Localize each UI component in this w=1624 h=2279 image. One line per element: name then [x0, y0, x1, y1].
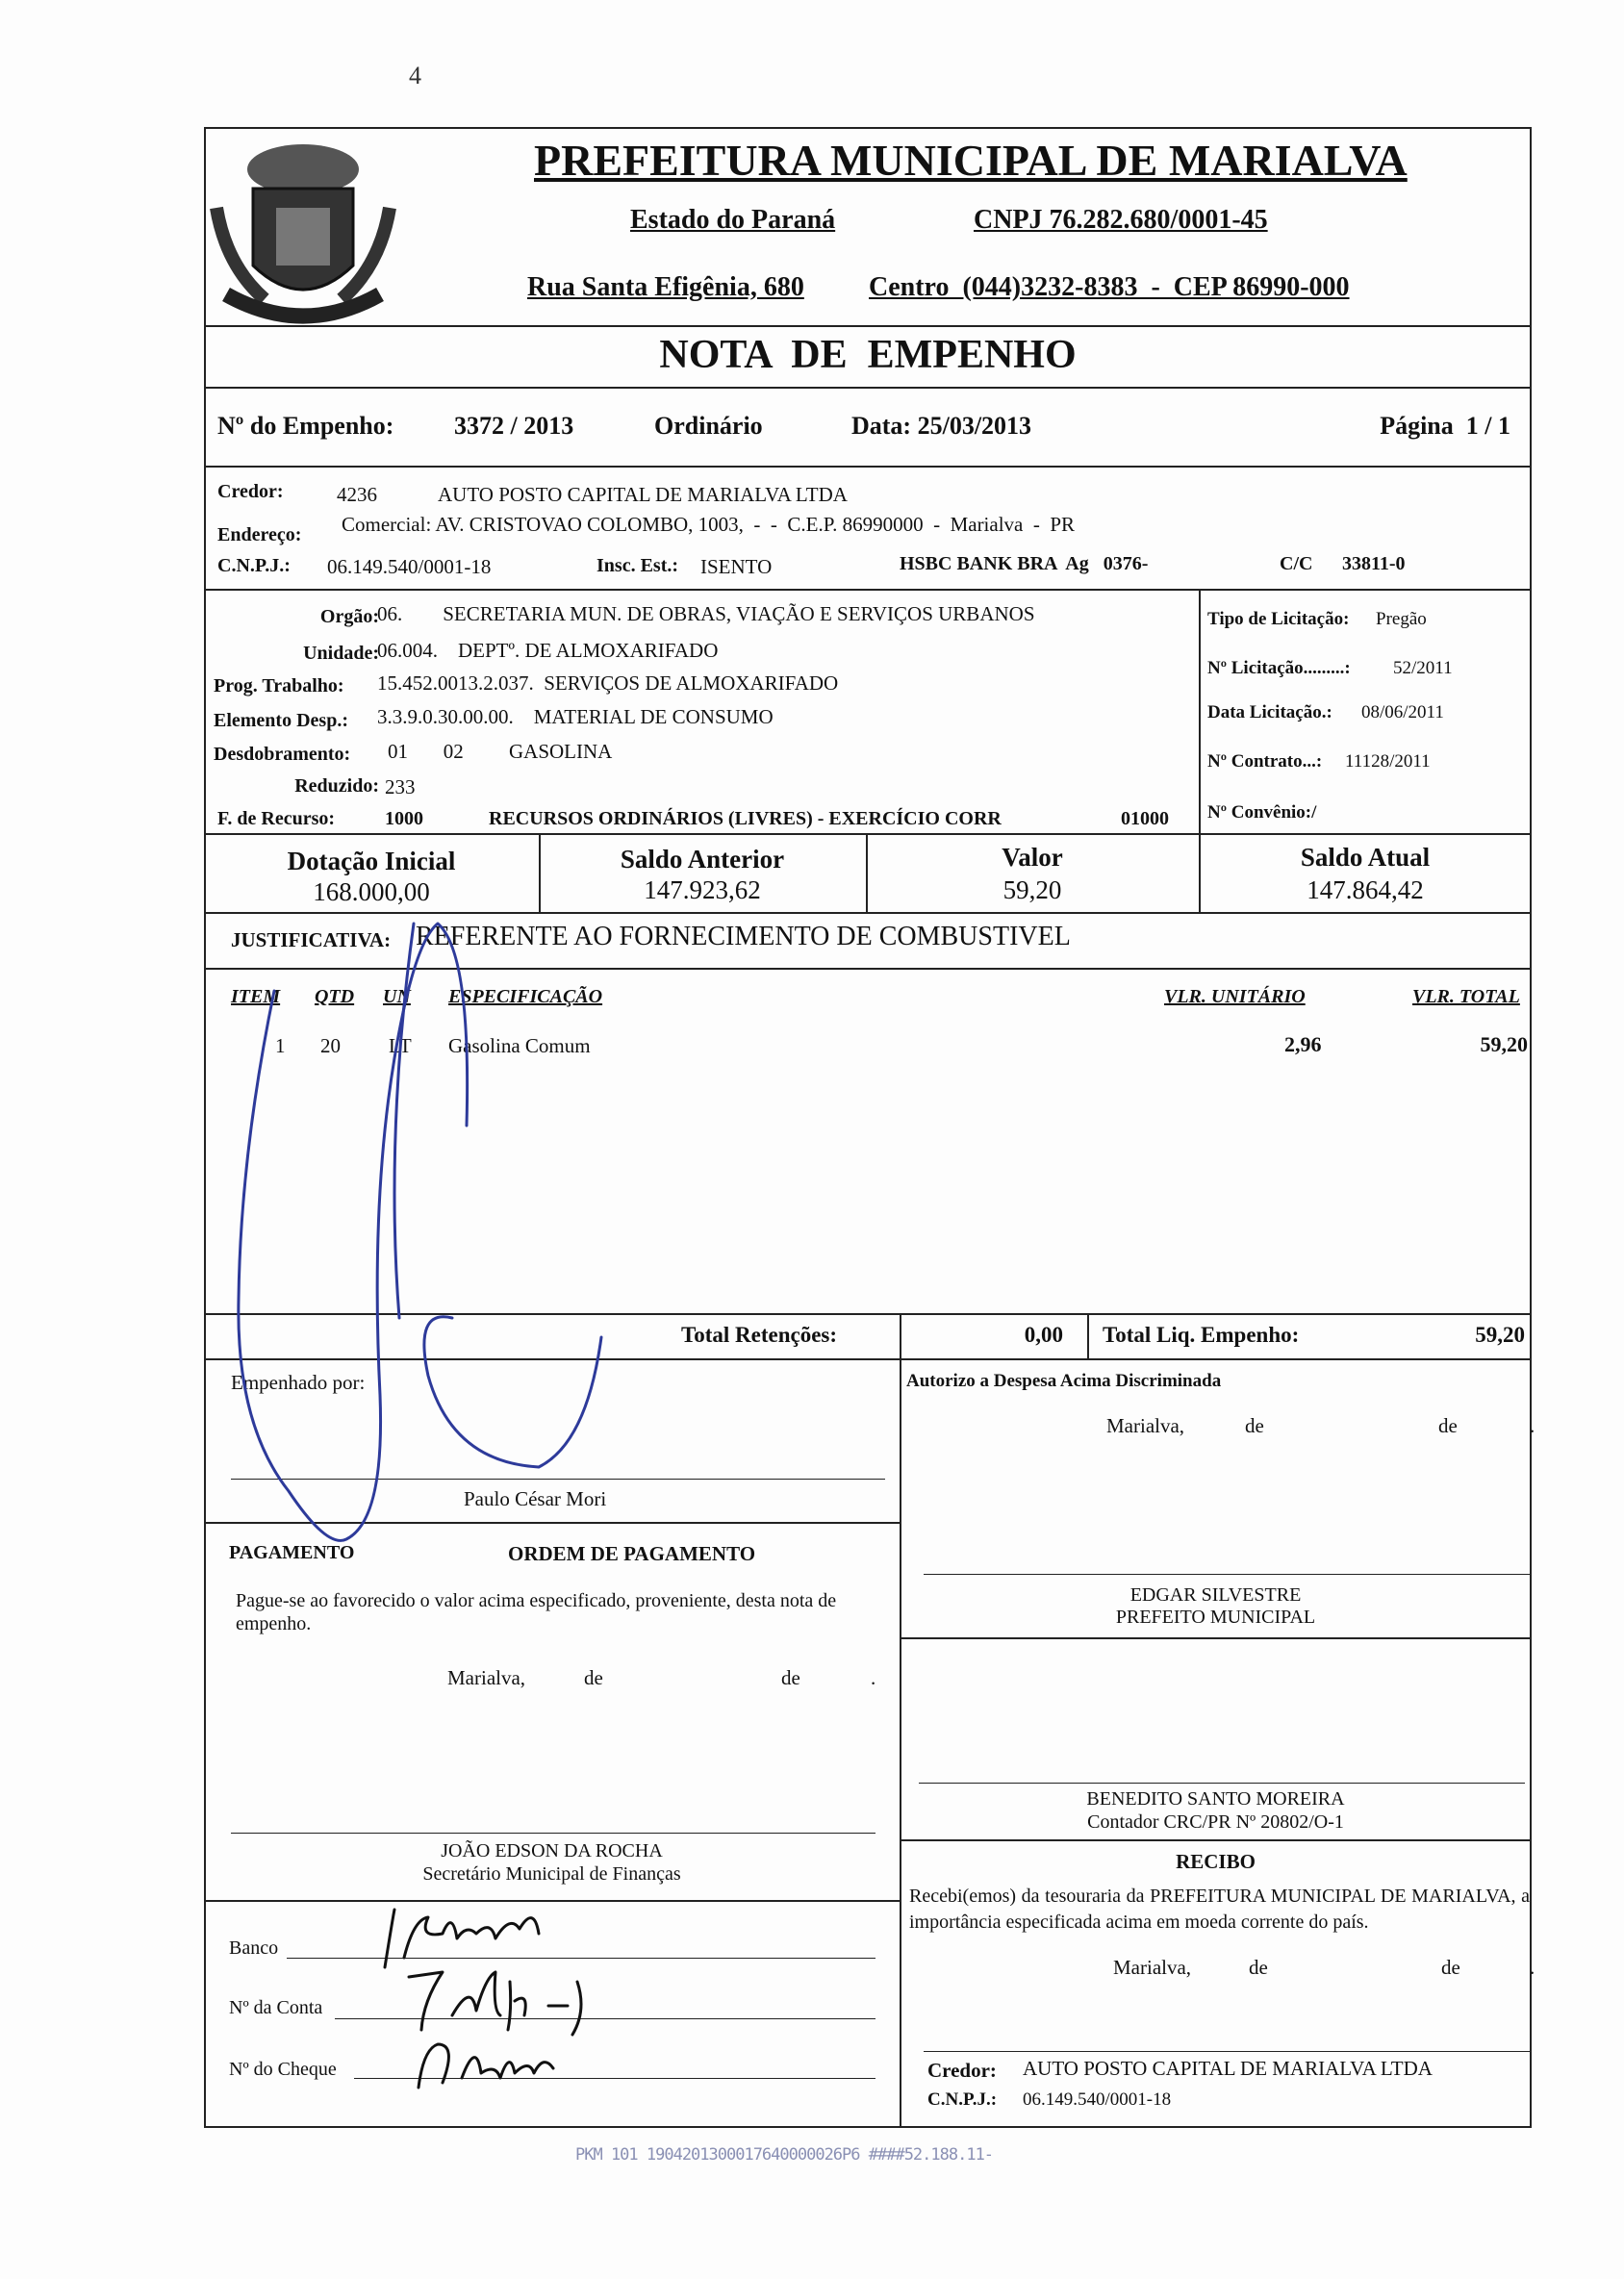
- pagamento-de1: de: [584, 1666, 603, 1689]
- dotacao-label: Dotação Inicial: [287, 847, 456, 875]
- empenho-tipo: Ordinário: [654, 412, 763, 440]
- justificativa-texto: REFERENTE AO FORNECIMENTO DE COMBUSTIVEL: [416, 922, 1071, 951]
- recibo-texto: Recebi(emos) da tesouraria da PREFEITURA MUNICIPAL DE MARIALVA, a importância especificada acima em moeda corrente do país.: [909, 1886, 1530, 1933]
- cheque-label: Nº do Cheque: [229, 2059, 337, 2080]
- retencoes-value: 0,00: [1024, 1323, 1063, 1347]
- desdob-value: 01 02 GASOLINA: [388, 740, 613, 763]
- tipo-licitacao-value: Pregão: [1376, 609, 1427, 629]
- recibo-label: RECIBO: [1176, 1850, 1256, 1873]
- footer-code: PKM 101 1904201300017640000026P6 ####52.188.11-: [575, 2145, 994, 2165]
- recurso-cod: 1000: [385, 808, 423, 829]
- handwritten-signature-cheque: [409, 2030, 572, 2097]
- col-qtd-header: QTD: [315, 986, 355, 1007]
- saldo-atual-value: 147.864,42: [1307, 875, 1424, 904]
- header-estado: Estado do Paraná: [630, 205, 836, 235]
- empenho-data: Data: 25/03/2013: [851, 412, 1032, 440]
- recibo-dot: .: [1530, 1956, 1535, 1979]
- autorizo-de1: de: [1245, 1414, 1264, 1437]
- data-licitacao-label: Data Licitação.:: [1207, 702, 1332, 722]
- row-unit: 2,96: [1284, 1032, 1322, 1056]
- recibo-credor: AUTO POSTO CAPITAL DE MARIALVA LTDA: [1023, 2057, 1433, 2080]
- doc-title: NOTA DE EMPENHO: [659, 333, 1077, 377]
- orgao-value: 06. SECRETARIA MUN. DE OBRAS, VIAÇÃO E SERVIÇOS URBANOS: [377, 602, 1035, 625]
- header-contato: Centro (044)3232-8383 - CEP 86990-000: [869, 272, 1350, 302]
- autorizo-label: Autorizo a Despesa Acima Discriminada: [906, 1371, 1222, 1391]
- recurso-desc: RECURSOS ORDINÁRIOS (LIVRES) - EXERCÍCIO CORR: [489, 808, 1002, 829]
- empenhado-label: Empenhado por:: [231, 1371, 366, 1394]
- credor-nome: AUTO POSTO CAPITAL DE MARIALVA LTDA: [438, 483, 848, 506]
- contrato-value: 11128/2011: [1345, 751, 1431, 772]
- recibo-credor-label: Credor:: [927, 2059, 997, 2082]
- ordem-label: ORDEM DE PAGAMENTO: [508, 1542, 756, 1565]
- empenho-label: Nº do Empenho:: [217, 412, 394, 440]
- col-un-header: UN: [383, 986, 411, 1007]
- secretario-cargo: Secretário Municipal de Finanças: [422, 1863, 681, 1885]
- liquido-value: 59,20: [1475, 1323, 1525, 1347]
- conta-label: Nº da Conta: [229, 1997, 323, 2018]
- valor-label: Valor: [1002, 843, 1063, 872]
- insc-label: Insc. Est.:: [596, 555, 679, 576]
- col-espec-header: ESPECIFICAÇÃO: [448, 986, 603, 1007]
- pagamento-label: PAGAMENTO: [229, 1542, 355, 1563]
- saldo-atual-label: Saldo Atual: [1300, 843, 1431, 872]
- convenio-label: Nº Convênio:/: [1207, 802, 1317, 823]
- autorizo-de2: de: [1438, 1414, 1458, 1437]
- banco-label: Banco: [229, 1937, 279, 1959]
- desdob-label: Desdobramento:: [214, 744, 351, 765]
- cc-label: C/C: [1280, 553, 1313, 574]
- row-un: LT: [389, 1034, 412, 1057]
- recibo-local: Marialva,: [1113, 1956, 1192, 1979]
- reduzido-label: Reduzido:: [294, 775, 379, 797]
- col-unit-header: VLR. UNITÁRIO: [1164, 986, 1306, 1007]
- credor-cc: 33811-0: [1342, 553, 1406, 574]
- empenho-pagina: Página 1 / 1: [1380, 412, 1510, 440]
- top-mark: 4: [409, 62, 421, 89]
- justificativa-label: JUSTIFICATIVA:: [231, 928, 392, 951]
- contador-cargo: Contador CRC/PR Nº 20802/O-1: [1087, 1811, 1344, 1833]
- valor-value: 59,20: [1002, 875, 1062, 904]
- header-cnpj: CNPJ 76.282.680/0001-45: [974, 205, 1268, 235]
- recibo-de1: de: [1249, 1956, 1268, 1979]
- header-endereco: Rua Santa Efigênia, 680: [527, 272, 804, 302]
- credor-endereco: Comercial: AV. CRISTOVAO COLOMBO, 1003, - - C.E.P. 86990000 - Marialva - PR: [342, 513, 1076, 536]
- orgao-label: Orgão:: [319, 606, 379, 627]
- prog-value: 15.452.0013.2.037. SERVIÇOS DE ALMOXARIFADO: [377, 671, 839, 695]
- num-licitacao-value: 52/2011: [1393, 658, 1453, 678]
- credor-cnpj: 06.149.540/0001-18: [327, 555, 492, 578]
- dotacao-value: 168.000,00: [313, 877, 430, 906]
- autorizo-dot: .: [1530, 1414, 1535, 1437]
- recibo-cnpj-label: C.N.P.J.:: [927, 2089, 998, 2110]
- endereco-label: Endereço:: [217, 524, 302, 545]
- row-item: 1: [275, 1034, 286, 1057]
- unidade-label: Unidade:: [303, 643, 379, 664]
- prefeito-cargo: PREFEITO MUNICIPAL: [1115, 1607, 1316, 1628]
- pagamento-texto: Pague-se ao favorecido o valor acima especificado, proveniente, desta nota de empenho.: [236, 1590, 837, 1634]
- tipo-licitacao-label: Tipo de Licitação:: [1207, 609, 1350, 629]
- secretario-nome: JOÃO EDSON DA ROCHA: [441, 1840, 663, 1861]
- pagamento-de2: de: [781, 1666, 800, 1689]
- cnpj-label: C.N.P.J.:: [217, 555, 291, 576]
- handwritten-signature-conta: [404, 1962, 596, 2039]
- credor-codigo: 4236: [337, 483, 377, 506]
- credor-insc: ISENTO: [700, 555, 773, 578]
- saldo-anterior-label: Saldo Anterior: [620, 845, 785, 874]
- header-title: PREFEITURA MUNICIPAL DE MARIALVA: [534, 136, 1408, 185]
- unidade-value: 06.004. DEPTº. DE ALMOXARIFADO: [377, 639, 719, 662]
- empenhado-nome: Paulo César Mori: [464, 1487, 607, 1510]
- contador-nome: BENEDITO SANTO MOREIRA: [1086, 1788, 1345, 1810]
- pagamento-local: Marialva,: [447, 1666, 526, 1689]
- pagamento-dot: .: [871, 1666, 876, 1689]
- col-item-header: ITEM: [231, 986, 281, 1007]
- autorizo-local: Marialva,: [1106, 1414, 1185, 1437]
- recibo-de2: de: [1441, 1956, 1460, 1979]
- credor-banco: HSBC BANK BRA Ag 0376-: [900, 553, 1149, 574]
- data-licitacao-value: 08/06/2011: [1361, 702, 1444, 722]
- elemento-value: 3.3.9.0.30.00.00. MATERIAL DE CONSUMO: [377, 705, 774, 728]
- contrato-label: Nº Contrato...:: [1207, 751, 1323, 772]
- recurso-label: F. de Recurso:: [217, 808, 336, 829]
- prefeito-nome: EDGAR SILVESTRE: [1129, 1584, 1302, 1606]
- reduzido-value: 233: [385, 775, 416, 798]
- prog-label: Prog. Trabalho:: [214, 675, 344, 696]
- liquido-label: Total Liq. Empenho:: [1103, 1323, 1300, 1347]
- num-licitacao-label: Nº Licitação.........:: [1207, 658, 1351, 678]
- recurso-num: 01000: [1121, 808, 1169, 829]
- row-qtd: 20: [320, 1034, 341, 1057]
- credor-label: Credor:: [217, 481, 284, 502]
- retencoes-label: Total Retenções:: [681, 1323, 838, 1347]
- empenho-numero: 3372 / 2013: [454, 412, 574, 440]
- col-total-header: VLR. TOTAL: [1412, 986, 1520, 1007]
- row-total: 59,20: [1480, 1032, 1528, 1056]
- saldo-anterior-value: 147.923,62: [644, 875, 761, 904]
- recibo-cnpj: 06.149.540/0001-18: [1023, 2089, 1172, 2110]
- elemento-label: Elemento Desp.:: [214, 710, 348, 731]
- row-espec: Gasolina Comum: [448, 1034, 591, 1057]
